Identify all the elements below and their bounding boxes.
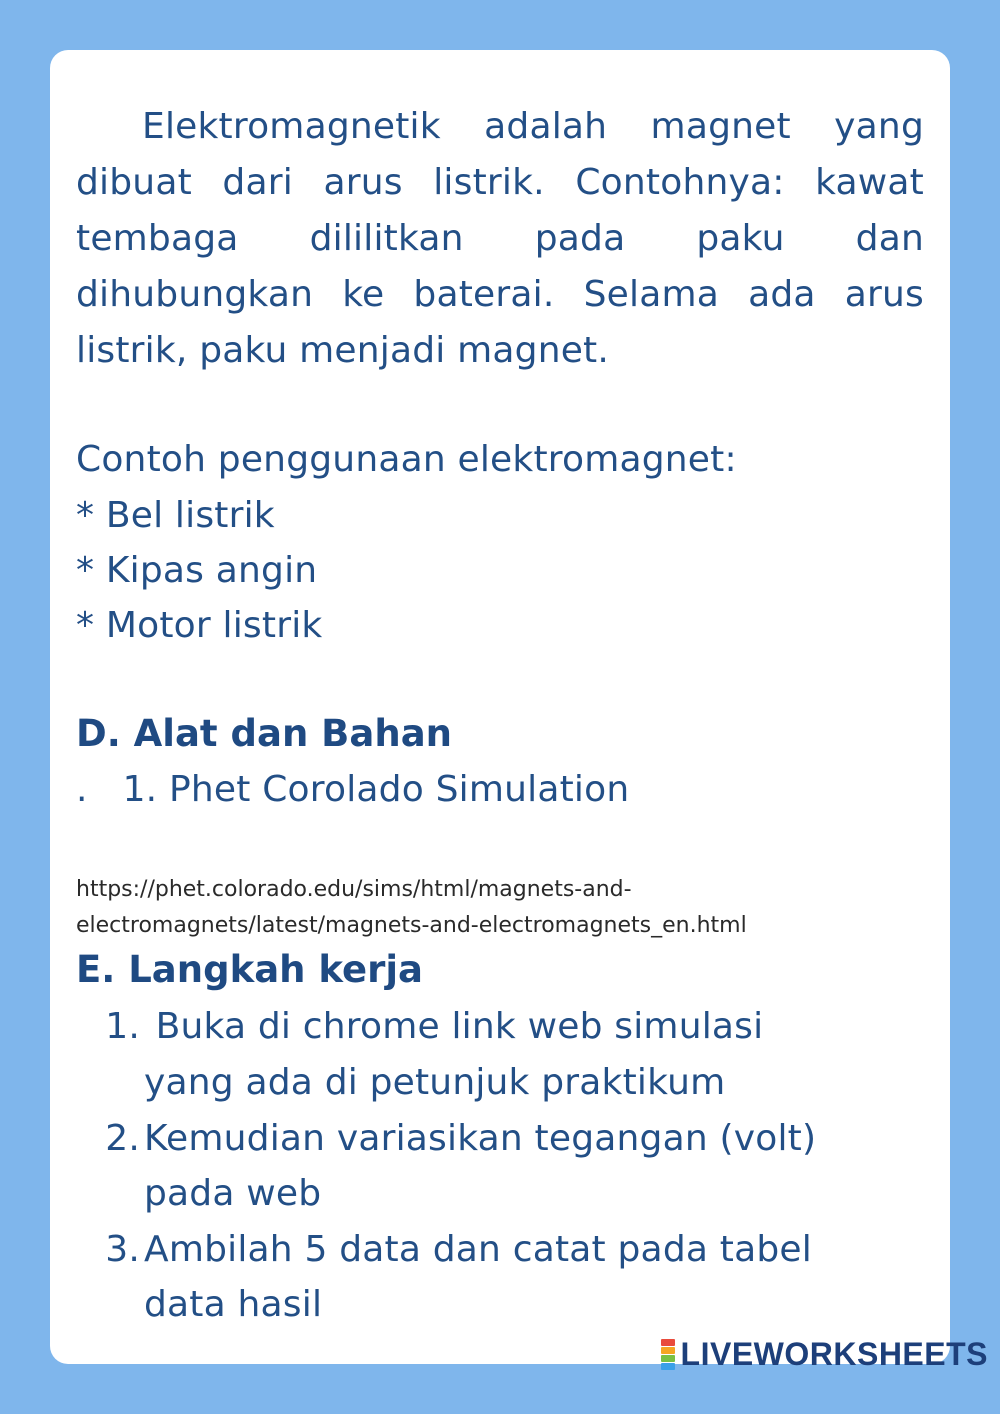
intro-line: Elektromagnetik adalah magnet yang bbox=[142, 106, 924, 147]
intro-line: tembaga dililitkan pada paku dan bbox=[76, 218, 924, 259]
tool-item: . 1. Phet Corolado Simulation bbox=[76, 769, 630, 810]
logo-bar bbox=[661, 1347, 675, 1354]
step-text: Buka di chrome link web simulasi bbox=[144, 1006, 764, 1047]
examples-heading: Contoh penggunaan elektromagnet: bbox=[76, 439, 737, 480]
list-item: * Kipas angin bbox=[76, 550, 318, 591]
logo-bar bbox=[661, 1339, 675, 1346]
intro-line: dibuat dari arus listrik. Contohnya: kawat bbox=[76, 162, 924, 203]
step-text: yang ada di petunjuk praktikum bbox=[144, 1062, 726, 1103]
section-d-heading: D. Alat dan Bahan bbox=[76, 712, 452, 755]
step-number: 2. bbox=[105, 1118, 140, 1159]
logo-bar bbox=[661, 1363, 675, 1370]
brand-name: LIVEWORKSHEETS bbox=[680, 1335, 988, 1372]
step-text: Ambilah 5 data dan catat pada tabel bbox=[144, 1229, 812, 1270]
intro-line: dihubungkan ke baterai. Selama ada arus bbox=[76, 274, 924, 315]
simulation-url-line[interactable]: electromagnets/latest/magnets-and-electromagnets_en.html bbox=[76, 913, 747, 938]
step-text: pada web bbox=[144, 1173, 322, 1214]
intro-line: listrik, paku menjadi magnet. bbox=[76, 330, 610, 371]
simulation-url-line[interactable]: https://phet.colorado.edu/sims/html/magnets-and- bbox=[76, 877, 632, 902]
logo-bar bbox=[661, 1355, 675, 1362]
step-number: 1. bbox=[105, 1006, 140, 1047]
list-item: * Motor listrik bbox=[76, 605, 323, 646]
list-item: * Bel listrik bbox=[76, 495, 275, 536]
liveworksheets-logo[interactable] bbox=[661, 1334, 988, 1374]
section-e-heading: E. Langkah kerja bbox=[76, 948, 423, 991]
live-logo-icon bbox=[661, 1339, 675, 1370]
intro-paragraph bbox=[76, 99, 924, 379]
step-text: Kemudian variasikan tegangan (volt) bbox=[144, 1118, 817, 1159]
step-number: 3. bbox=[105, 1229, 140, 1270]
step-text: data hasil bbox=[144, 1284, 323, 1325]
